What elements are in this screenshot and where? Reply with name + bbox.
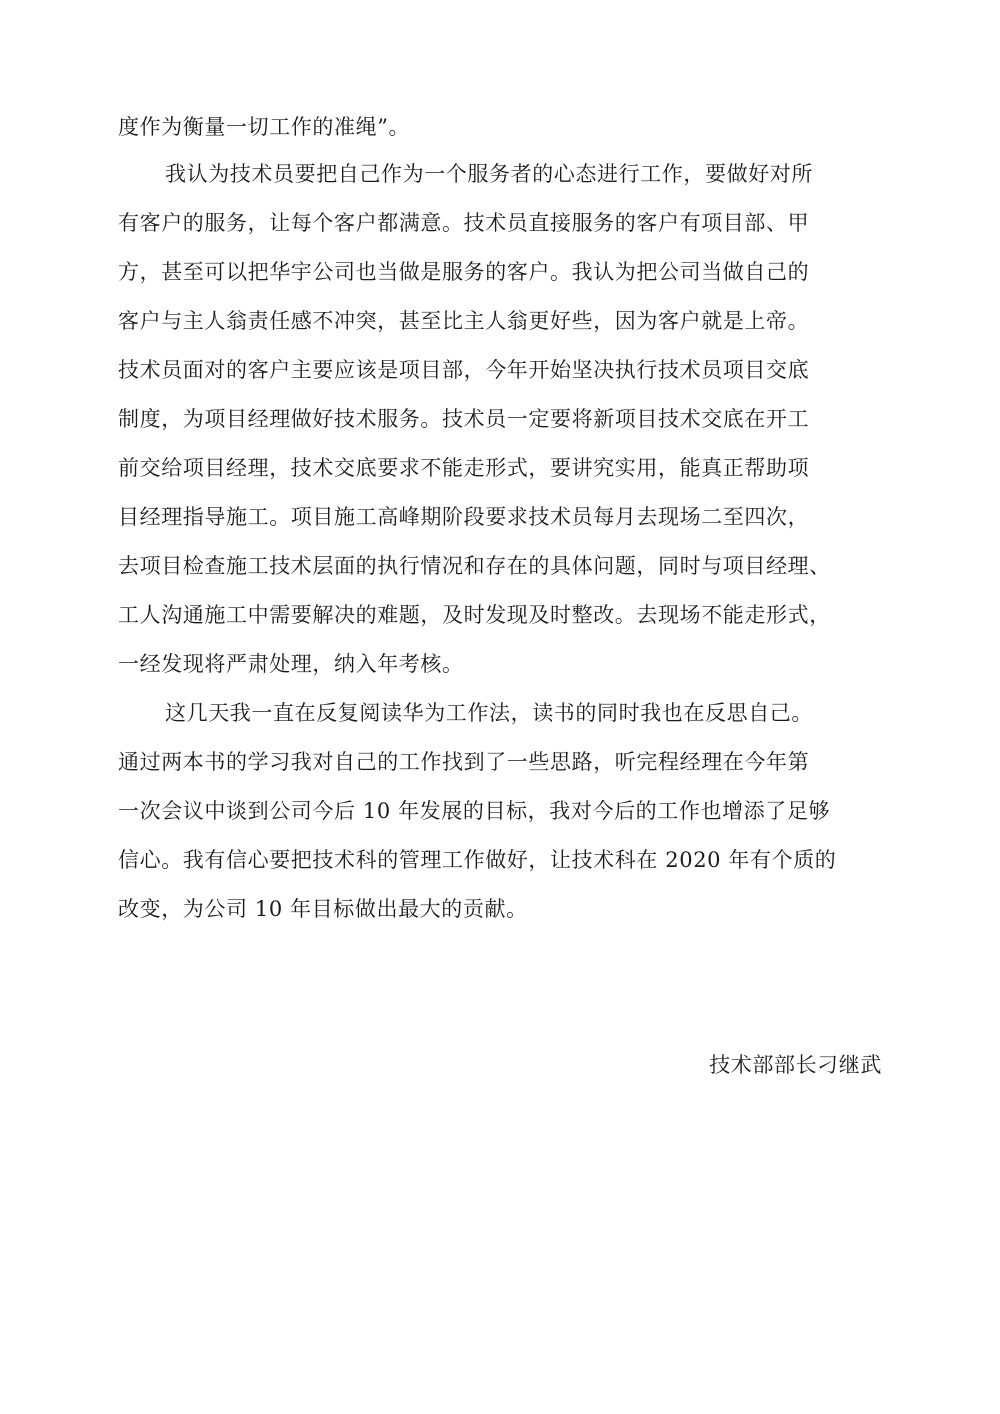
text-line: 前交给项目经理，技术交底要求不能走形式，要讲究实用，能真正帮助项 xyxy=(118,456,810,480)
text-line: 方，甚至可以把华宇公司也当做是服务的客户。我认为把公司当做自己的 xyxy=(118,260,810,284)
text-line: 制度，为项目经理做好技术服务。技术员一定要将新项目技术交底在开工 xyxy=(118,407,810,431)
text-line: 一次会议中谈到公司今后 10 年发展的目标，我对今后的工作也增添了足够 xyxy=(118,799,831,823)
text-line: 有客户的服务，让每个客户都满意。技术员直接服务的客户有项目部、甲 xyxy=(118,211,810,235)
paragraph-first-line: 这几天我一直在反复阅读华为工作法，读书的同时我也在反思自己。 xyxy=(165,701,813,725)
text-line: 去项目检查施工技术层面的执行情况和存在的具体问题，同时与项目经理、 xyxy=(118,554,831,578)
text-line: 改变，为公司 10 年目标做出最大的贡献。 xyxy=(118,897,528,921)
text-line: 通过两本书的学习我对自己的工作找到了一些思路，听完程经理在今年第 xyxy=(118,750,810,774)
signature: 技术部部长刁继武 xyxy=(709,1053,882,1077)
text-line: 客户与主人翁责任感不冲突，甚至比主人翁更好些，因为客户就是上帝。 xyxy=(118,309,810,333)
text-line: 技术员面对的客户主要应该是项目部，今年开始坚决执行技术员项目交底 xyxy=(118,358,810,382)
text-line: 度作为衡量一切工作的准绳”。 xyxy=(118,115,411,139)
text-line: 目经理指导施工。项目施工高峰期阶段要求技术员每月去现场二至四次， xyxy=(118,505,810,529)
text-line: 信心。我有信心要把技术科的管理工作做好，让技术科在 2020 年有个质的 xyxy=(118,848,837,872)
paragraph-first-line: 我认为技术员要把自己作为一个服务者的心态进行工作，要做好对所 xyxy=(165,162,813,186)
text-line: 工人沟通施工中需要解决的难题，及时发现及时整改。去现场不能走形式， xyxy=(118,603,831,627)
text-line: 一经发现将严肃处理，纳入年考核。 xyxy=(118,652,464,676)
